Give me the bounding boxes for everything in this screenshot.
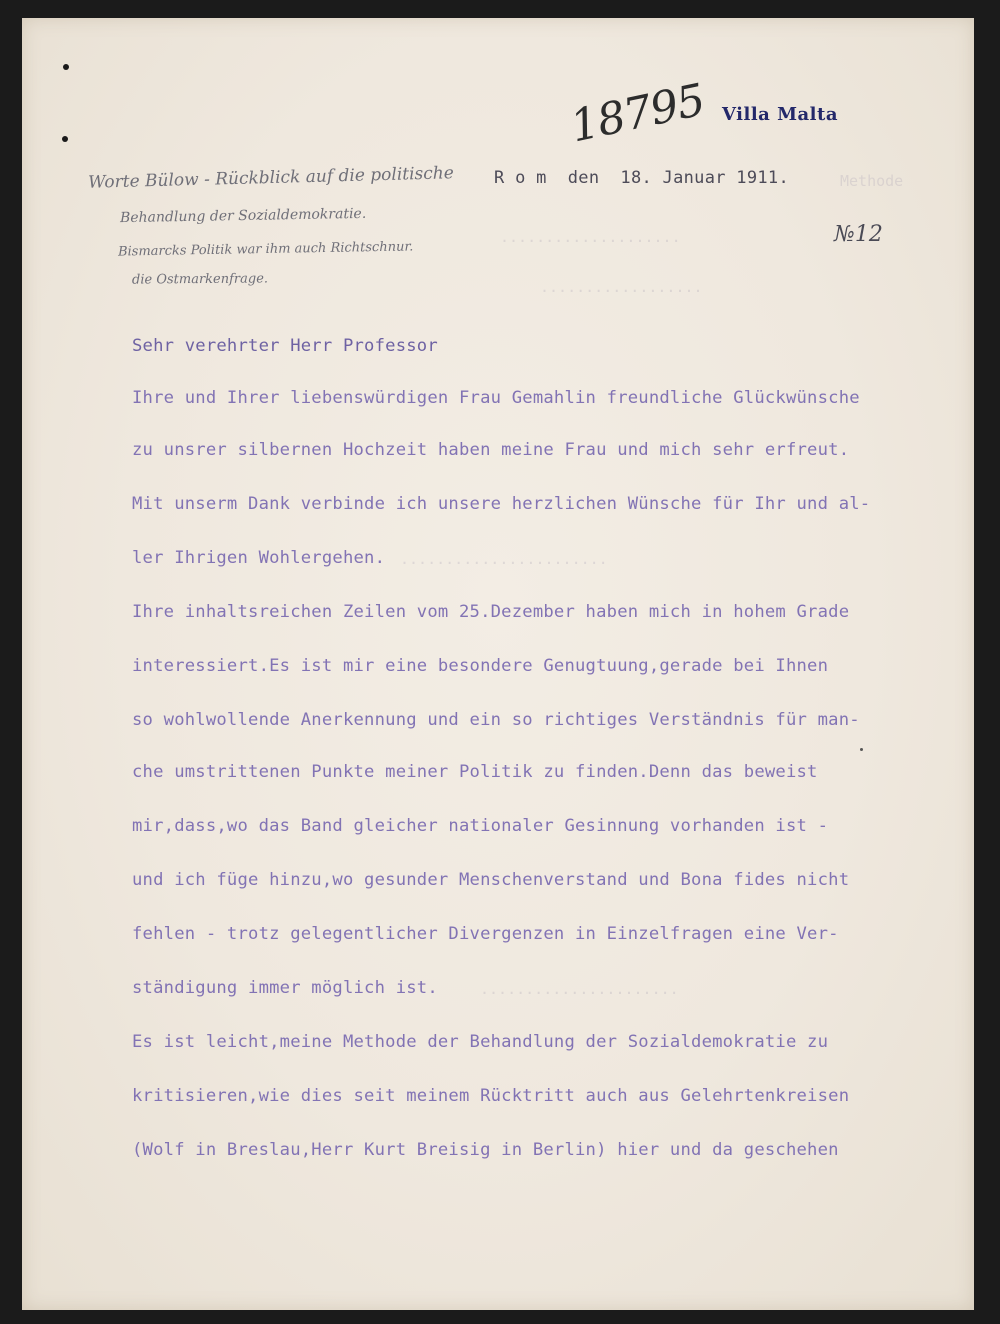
handwritten-note: die Ostmarkenfrage. <box>131 271 269 288</box>
salutation: Sehr verehrter Herr Professor <box>132 336 438 356</box>
number-mark: №12 <box>834 222 883 247</box>
body-line: ler Ihrigen Wohlergehen. <box>132 548 386 568</box>
handwritten-note: Behandlung der Sozialdemokratie. <box>119 205 367 227</box>
body-line: Ihre und Ihrer liebenswürdigen Frau Gemahlin freundliche Glückwünsche <box>132 388 860 408</box>
body-line: Ihre inhaltsreichen Zeilen vom 25.Dezember haben mich in hohem Grade <box>132 602 850 622</box>
body-line: interessiert.Es ist mir eine besondere Genugtuung,gerade bei Ihnen <box>132 656 829 676</box>
ink-speck <box>860 748 863 751</box>
handwritten-note: Bismarcks Politik war ihm auch Richtschnur. <box>117 239 414 260</box>
bleed-through: Methode <box>840 172 904 190</box>
bleed-through: ······················ <box>480 984 679 1002</box>
handwritten-note: Worte Bülow - Rückblick auf die politische <box>87 163 455 193</box>
body-line: ständigung immer möglich ist. <box>132 978 438 998</box>
body-line: mir,dass,wo das Band gleicher nationaler Gesinnung vorhanden ist - <box>132 816 829 836</box>
body-line: che umstrittenen Punkte meiner Politik zu finden.Denn das beweist <box>132 762 818 782</box>
body-line: zu unsrer silbernen Hochzeit haben meine Frau und mich sehr erfreut. <box>132 440 850 460</box>
bleed-through: ·················· <box>540 282 703 300</box>
punch-mark <box>62 136 68 142</box>
punch-mark <box>63 64 69 70</box>
body-line: kritisieren,wie dies seit meinem Rücktritt auch aus Gelehrtenkreisen <box>132 1086 850 1106</box>
dateline: R o m den 18. Januar 1911. <box>494 168 789 188</box>
body-line: so wohlwollende Anerkennung und ein so richtiges Verständnis für man- <box>132 710 860 730</box>
body-line: und ich füge hinzu,wo gesunder Menschenverstand und Bona fides nicht <box>132 870 850 890</box>
bleed-through: ···················· <box>500 232 681 250</box>
body-line: Mit unserm Dank verbinde ich unsere herzlichen Wünsche für Ihr und al- <box>132 494 871 514</box>
letterhead: Villa Malta <box>722 104 838 125</box>
body-line: fehlen - trotz gelegentlicher Divergenzen in Einzelfragen eine Ver- <box>132 924 839 944</box>
body-line: Es ist leicht,meine Methode der Behandlung der Sozialdemokratie zu <box>132 1032 829 1052</box>
archive-number: 18795 <box>566 74 709 153</box>
bleed-through: ······················· <box>400 554 608 572</box>
body-line: (Wolf in Breslau,Herr Kurt Breisig in Berlin) hier und da geschehen <box>132 1140 839 1160</box>
